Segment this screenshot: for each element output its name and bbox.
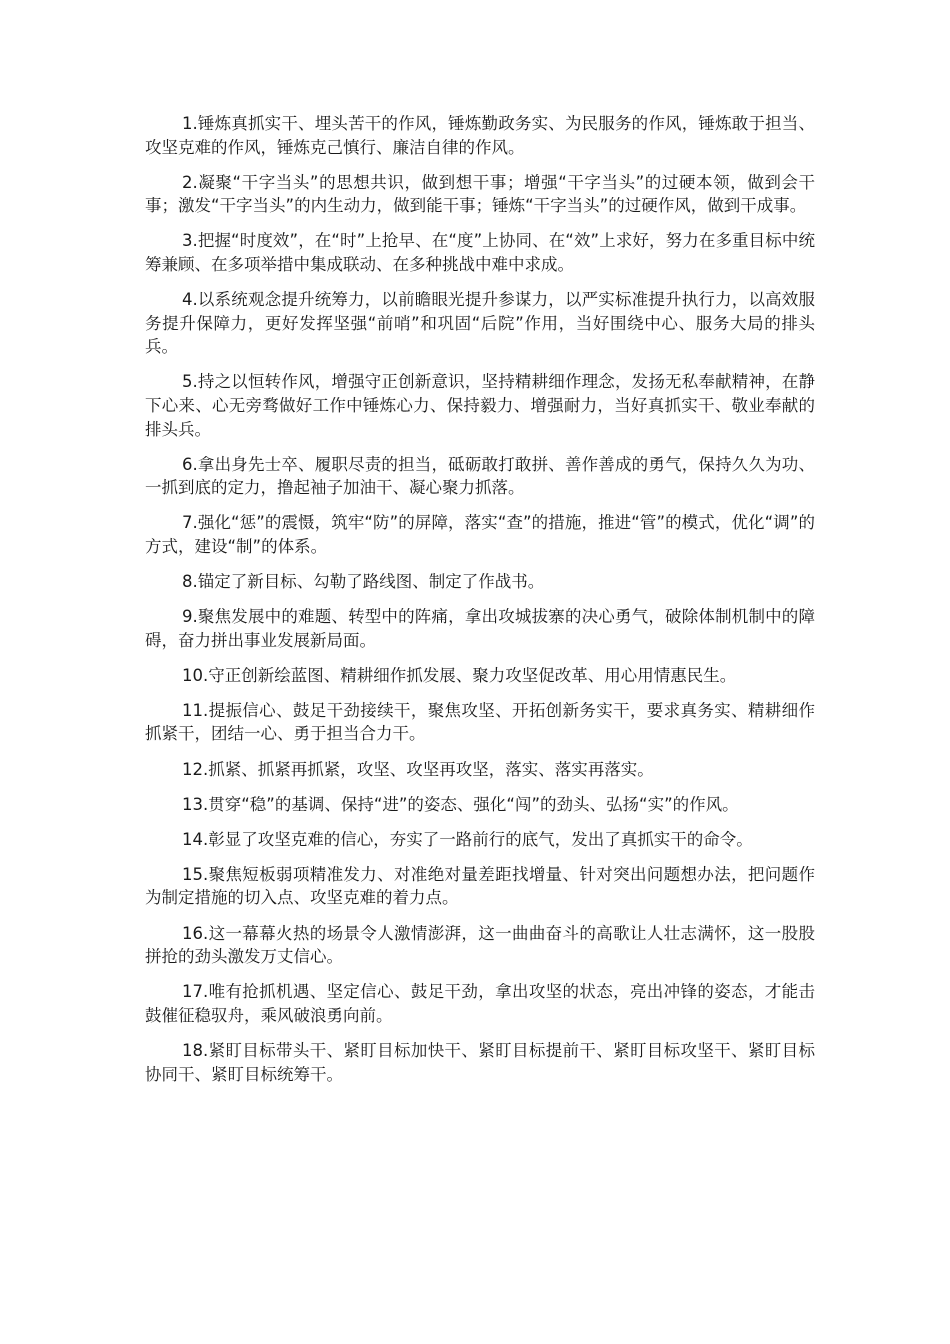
- paragraph-16: 16.这一幕幕火热的场景令人激情澎湃，这一曲曲奋斗的高歌让人壮志满怀，这一股股拼抢的劲头激发万丈信心。: [145, 923, 815, 967]
- paragraph-4: 4.以系统观念提升统筹力，以前瞻眼光提升参谋力，以严实标准提升执行力，以高效服务提升保障力，更好发挥坚强“前哨”和巩固“后院”作用，当好围绕中心、服务大局的排头兵。: [145, 290, 815, 357]
- paragraph-10: 10.守正创新绘蓝图、精耕细作抓发展、聚力攻坚促改革、用心用情惠民生。: [182, 665, 737, 685]
- paragraph-7: 7.强化“惩”的震慑，筑牢“防”的屏障，落实“查”的措施，推进“管”的模式，优化“调”的方式，建设“制”的体系。: [145, 513, 815, 556]
- paragraph-12: 12.抓紧、抓紧再抓紧，攻坚、攻坚再攻坚，落实、落实再落实。: [182, 759, 654, 779]
- paragraph-15: 15.聚焦短板弱项精准发力、对准绝对量差距找增量、针对突出问题想办法，把问题作为制定措施的切入点、攻坚克难的着力点。: [145, 864, 815, 908]
- paragraph-18: 18.紧盯目标带头干、紧盯目标加快干、紧盯目标提前干、紧盯目标攻坚干、紧盯目标协同干、紧盯目标统筹干。: [145, 1040, 815, 1084]
- paragraph-6: 6.拿出身先士卒、履职尽责的担当，砥砺敢打敢拼、善作善成的勇气，保持久久为功、一抓到底的定力，撸起袖子加油干、凝心聚力抓落。: [145, 454, 815, 498]
- paragraph-3: 3.把握“时度效”，在“时”上抢早、在“度”上协同、在“效”上求好，努力在多重目标中统筹兼顾、在多项举措中集成联动、在多种挑战中难中求成。: [145, 231, 815, 274]
- paragraph-1: 1.锤炼真抓实干、埋头苦干的作风，锤炼勤政务实、为民服务的作风，锤炼敢于担当、攻坚克难的作风，锤炼克己慎行、廉洁自律的作风。: [145, 114, 815, 157]
- paragraph-14: 14.彰显了攻坚克难的信心，夯实了一路前行的底气，发出了真抓实干的命令。: [182, 829, 753, 849]
- document-body: [145, 112, 815, 1098]
- paragraph-11: 11.提振信心、鼓足干劲接续干，聚焦攻坚、开拓创新务实干，要求真务实、精耕细作抓紧干，团结一心、勇于担当合力干。: [145, 700, 815, 744]
- paragraph-9: 9.聚焦发展中的难题、转型中的阵痛，拿出攻城拔寨的决心勇气，破除体制机制中的障碍，奋力拼出事业发展新局面。: [145, 607, 815, 650]
- paragraph-13: 13.贯穿“稳”的基调、保持“进”的姿态、强化“闯”的劲头、弘扬“实”的作风。: [182, 794, 739, 814]
- paragraph-8: 8.锚定了新目标、勾勒了路线图、制定了作战书。: [182, 572, 545, 591]
- paragraph-17: 17.唯有抢抓机遇、坚定信心、鼓足干劲，拿出攻坚的状态，亮出冲锋的姿态，才能击鼓催征稳驭舟，乘风破浪勇向前。: [145, 982, 815, 1025]
- paragraph-5: 5.持之以恒转作风，增强守正创新意识，坚持精耕细作理念，发扬无私奉献精神，在静下心来、心无旁骛做好工作中锤炼心力、保持毅力、增强耐力，当好真抓实干、敬业奉献的排头兵。: [145, 372, 815, 439]
- paragraph-2: 2.凝聚“干字当头”的思想共识，做到想干事；增强“干字当头”的过硬本领，做到会干事；激发“干字当头”的内生动力，做到能干事；锤炼“干字当头”的过硬作风，做到干成事。: [145, 172, 815, 216]
